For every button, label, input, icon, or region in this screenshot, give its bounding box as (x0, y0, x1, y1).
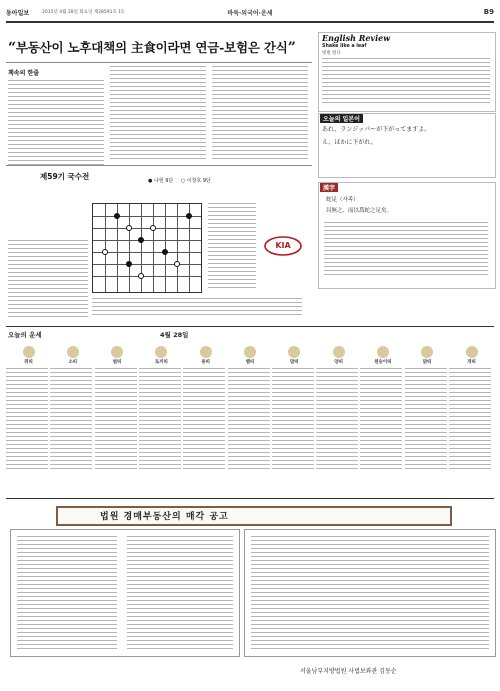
zodiac-sign-label: 말띠 (289, 360, 299, 365)
zodiac-animal-icon (333, 346, 345, 358)
horoscope-column (316, 345, 361, 470)
zodiac-sign-label: 뱀띠 (245, 360, 255, 365)
black-stone (138, 237, 144, 243)
horoscope-column (139, 345, 184, 470)
english-review-phrase: Shake like a leaf (322, 44, 367, 49)
white-stone (150, 225, 156, 231)
black-stone (162, 249, 168, 255)
hanja-body (326, 195, 392, 214)
page-number: B9 (483, 8, 494, 16)
hanja-line-1: 蛇足（사족） (326, 197, 359, 203)
japanese-lesson-body (322, 124, 430, 146)
horoscope-column (95, 345, 140, 470)
zodiac-sign-label: 범띠 (112, 360, 122, 365)
auction-notice-left (10, 529, 240, 657)
white-stone (138, 273, 144, 279)
court-signature: 서울남부지방법원 사법보좌관 김동순 (300, 668, 397, 675)
go-commentary-bottom (92, 298, 302, 318)
horoscope-column (272, 345, 317, 470)
white-stone (126, 225, 132, 231)
go-diagram-notes (208, 203, 256, 291)
zodiac-sign-label: 개띠 (467, 360, 476, 365)
english-review-body (322, 58, 490, 106)
masthead-rule (6, 21, 494, 23)
zodiac-animal-icon (111, 346, 123, 358)
zodiac-animal-icon (155, 346, 167, 358)
go-commentary-left (8, 240, 88, 320)
go-players (148, 177, 211, 184)
headline-text: 부동산이 노후대책의 主食이라면 연금-보험은 간식 (15, 40, 288, 55)
zodiac-animal-icon (67, 346, 79, 358)
black-stone (186, 213, 192, 219)
horoscope-column (50, 345, 95, 470)
horoscope-column (449, 345, 494, 470)
issue-date: 2015년 4월 28일 화요일 제28591호 15 (42, 10, 125, 15)
go-board (92, 203, 202, 293)
white-stone (174, 261, 180, 267)
zodiac-sign-label: 양띠 (334, 360, 343, 365)
headline: “부동산이 노후대책의 主食이라면 연금-보험은 간식” (8, 40, 296, 56)
english-review-title: English Review (322, 33, 391, 43)
black-player: ● 나현 9단 (148, 178, 174, 184)
black-stone (114, 213, 120, 219)
japanese-lesson-title: 오늘의 일본어 (320, 114, 363, 123)
article-section-title: 책속의 한줄 (8, 70, 40, 77)
auction-title: 법원 경매부동산의 매각 공고 (100, 512, 229, 522)
black-stone (126, 261, 132, 267)
zodiac-animal-icon (466, 346, 478, 358)
article-column-1 (8, 80, 104, 168)
english-review-meaning: 벌벌 떨다 (322, 51, 341, 56)
hanja-explanation (324, 222, 488, 278)
zodiac-sign-label: 용띠 (201, 360, 211, 365)
horoscope-column (360, 345, 405, 470)
zodiac-sign-label: 닭띠 (422, 360, 432, 365)
article-column-2 (110, 66, 206, 162)
horoscope-column (6, 345, 51, 470)
hanja-line-2: 昌無之、而以爲蛇之足矣。 (326, 208, 393, 214)
article-column-3 (212, 66, 308, 162)
zodiac-sign-label: 토끼띠 (154, 360, 168, 365)
japanese-line-2: え、ほかに下がれ。 (322, 139, 377, 146)
horoscope-column (228, 345, 273, 470)
zodiac-animal-icon (23, 346, 35, 358)
kia-ad-logo: KIA (264, 236, 302, 256)
zodiac-animal-icon (421, 346, 433, 358)
zodiac-animal-icon (244, 346, 256, 358)
section-name: 바둑·외국어·운세 (227, 10, 273, 17)
auction-notice-right (244, 529, 496, 657)
newspaper-name: 동아일보 (6, 10, 30, 17)
horoscope-column (183, 345, 228, 470)
white-player: ○ 이창호 9단 (180, 178, 211, 184)
zodiac-animal-icon (200, 346, 212, 358)
masthead (6, 8, 494, 20)
zodiac-animal-icon (377, 346, 389, 358)
zodiac-sign-label: 소띠 (68, 360, 78, 365)
white-stone (102, 249, 108, 255)
horoscope-date: 4월 28일 (160, 331, 189, 339)
hanja-title: 漢字 (320, 183, 338, 192)
go-column-title: 제59기 국수전 (40, 172, 90, 181)
horoscope-title: 오늘의 운세 (8, 331, 42, 339)
horoscope-column (405, 345, 450, 470)
zodiac-sign-label: 원숭이띠 (374, 360, 392, 365)
zodiac-animal-icon (288, 346, 300, 358)
zodiac-sign-label: 쥐띠 (24, 360, 33, 365)
japanese-line-1: あれ、ランジッパーが下がってますよ。 (322, 126, 431, 133)
